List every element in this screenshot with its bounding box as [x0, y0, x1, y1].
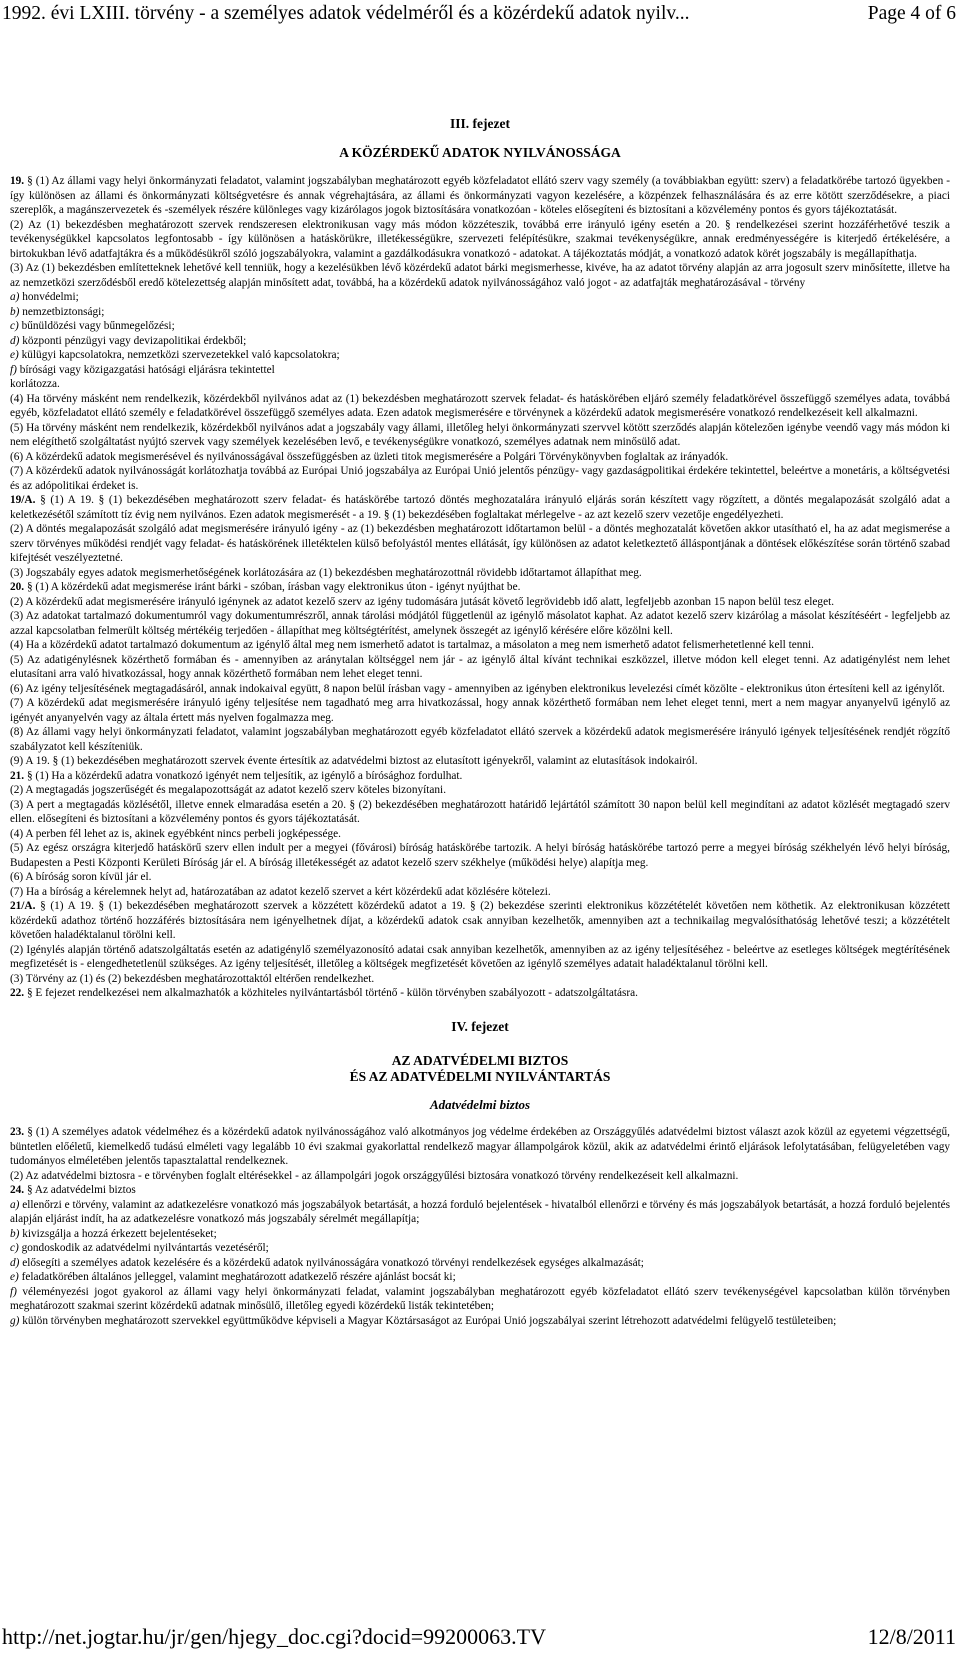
list-item: c) bűnüldözési vagy bűnmegelőzési;: [10, 320, 175, 332]
section-subtitle: Adatvédelmi biztos: [429, 1096, 531, 1112]
paragraph: 22. § E fejezet rendelkezései nem alkalmazhatók a közhiteles nyilvántartásból történő - külön törvényben szabályozott - adatszolgáltatásra.: [10, 987, 638, 999]
chapter-title: A KÖZÉRDEKŰ ADATOK NYILVÁNOSSÁGA: [339, 145, 621, 160]
paragraph: (4) Ha a közérdekű adatot tartalmazó dokumentum az igénylő által meg nem ismerhető adatot is tartalmaz, a másolaton a meg nem ismerhető adatot felismerhetetlenné kell tenni.: [10, 639, 814, 651]
paragraph: (6) Az igény teljesítésének megtagadásáról, annak indokaival együtt, 8 napon belül írásban vagy - amennyiben az igényben elektronikus levelezési címét közölte - elektronikus úton értesíteni kell az igénylőt.: [10, 682, 945, 695]
page-indicator: Page 4 of 6: [867, 3, 956, 24]
list-item: d) elősegíti a személyes adatok kezelésére és a közérdekű adatok nyilvánosságára vonatkozó törvényi rendelkezések egységes alkalmazását;: [10, 1256, 644, 1269]
paragraph: (2) A közérdekű adat megismerésére irányuló igénynek az adatot kezelő szerv az igény tudomására jutását követő legrövidebb idő alatt, legfeljebb azonban 15 napon belül tesz eleget.: [10, 595, 835, 608]
list-item: f) véleményezési jogot gyakorol az állami vagy helyi önkormányzati feladat, valamint jogszabályban meghatározott egyéb közfeladatot ellátó szerv tevékenységével kapcsolatban külön törvényben meghatározott szakmai szerint közérdekű adatnak minősülő, illetőleg egyedi közérdekű listák tekintetében;: [10, 1285, 950, 1312]
paragraph: (7) Ha a bíróság a kérelemnek helyt ad, határozatában az adatot kezelő szervet a kért közérdekű adat közlésére kötelezi.: [10, 885, 551, 898]
paragraph: (9) A 19. § (1) bekezdésében meghatározott szervek évente értesítik az adatvédelmi biztost az elutasított igényekről, valamint az elutasítások indokairól.: [10, 755, 698, 767]
chapter-title: ÉS AZ ADATVÉDELMI NYILVÁNTARTÁS: [349, 1068, 611, 1084]
list-item: a) ellenőrzi e törvény, valamint az adatkezelésre vonatkozó más jogszabályok betartását, a hozzá forduló bejelentések - hivatalból ellenőrzi e törvény és más jogszabályok betartását, a hozzá forduló bejelentés alapján eljárást indít, ha az adatkezelésre vonatkozó más jogszabály sérelmét megállapítja;: [10, 1198, 951, 1225]
paragraph: (3) Jogszabály egyes adatok megismerhetőségének korlátozására az (1) bekezdésben meghatározottnál rövidebb időtartamot állapíthat meg.: [10, 566, 642, 579]
document-body: [10, 116, 950, 1328]
list-item: b) nemzetbiztonsági;: [10, 305, 105, 318]
paragraph: 19/A. § (1) A 19. § (1) bekezdésében meghatározott szerv feladat- és hatáskörébe tartozó döntés meghozatalára irányuló eljárás során készített vagy rögzített, a döntés megalapozását szolgáló adat a keletkezésétől számított tíz évig nem nyilvános. Ezen adatok megismerését - a 19. § (1) bekezdésében foglaltakat mérlegelve - az azt kezelő szerv vezetője engedélyezheti.: [10, 494, 950, 521]
paragraph: (3) Az adatokat tartalmazó dokumentumról vagy dokumentumrészről, annak tárolási módjától függetlenül az igénylő másolatot kaphat. Az adatot kezelő szerv kizárólag a másolat készítéséért - legfeljebb az azzal kapcsolatban felmerült költség mértékéig terjedően - állapíthat meg költségtérítést, amelynek összegét az igénylő kérésére előre közölni kell.: [10, 610, 950, 637]
paragraph: 24. § Az adatvédelmi biztos: [10, 1184, 136, 1196]
paragraph: (7) A közérdekű adat megismerésére irányuló igény teljesítése nem tagadható meg arra hivatkozással, hogy annak közérthető formában nem lehet eleget tenni, mert a nem magyar anyanyelvű igénylő az igényét anyanyelvén vagy az általa értett más nyelven fogalmazza meg.: [10, 697, 950, 724]
list-item: e) feladatkörében általános jelleggel, valamint meghatározott adatkezelő részére ajánlást bocsát ki;: [10, 1271, 456, 1283]
print-date: 12/8/2011: [867, 1624, 956, 1649]
paragraph: (3) Törvény az (1) és (2) bekezdésben meghatározottaktól eltérően rendelkezhet.: [10, 972, 375, 985]
paragraph: (4) A perben fél lehet az is, akinek egyébként nincs perbeli jogképessége.: [10, 827, 341, 840]
paragraph: 21/A. § (1) A 19. § (1) bekezdésében meghatározott szervek a közzétett közérdekű adatot a 19. § (2) bekezdése szerinti elektronikus közzétételét követően nem köthetik. Az elektronikusan közzétett közérdekű adathoz történő hozzáférés biztosítására nem igényelhetnek díjat, a közérdekű adatok csak annyiban kezelhetők, amennyiben azt a technikailag megvalósíthatóság lehetővé teszi; a közzétételt követően haladéktalanul törölni kell.: [10, 900, 950, 941]
list-item: f) bírósági vagy közigazgatási hatósági eljárásra tekintettel: [10, 363, 275, 376]
list-item: c) gondoskodik az adatvédelmi nyilvántartás vezetéséről;: [10, 1242, 269, 1254]
paragraph: 21. § (1) Ha a közérdekű adatra vonatkozó igényét nem teljesítik, az igénylő a bírósághoz fordulhat.: [10, 769, 463, 782]
paragraph: (5) Ha törvény másként nem rendelkezik, közérdekből nyilvános adat a jogszabály vagy állami, illetőleg helyi önkormányzati szervvel kötött szerződés alapján kötelezően igénybe veendő vagy más módon ki nem elégíthető szolgáltatást nyújtó szervek vagy személyek kezelésében levő, e tevékenységükre vonatkozó, személyes adatnak nem minősülő adat.: [10, 421, 950, 448]
document-title: 1992. évi LXIII. törvény - a személyes adatok védelméről és a közérdekű adatok nyilv...: [2, 3, 690, 24]
paragraph: (2) Az adatvédelmi biztosra - e törvényben foglalt eltérésekkel - az állampolgári jogok országgyűlési biztosára vonatkozó törvény rendelkezéseit kell alkalmazni.: [10, 1169, 739, 1182]
chapter-title: AZ ADATVÉDELMI BIZTOS: [391, 1052, 569, 1068]
paragraph: (6) A közérdekű adatok megismerésével és nyilvánosságával összefüggésben az üzleti titok megismerésére a Polgári Törvénykönyvben foglaltak az irányadók.: [10, 450, 729, 463]
paragraph: (5) Az adatigénylésnek közérthető formában és - amennyiben az aránytalan költséggel nem jár - az igénylő által kívánt technikai eszközzel, illetve módon kell eleget tenni. Az adatigénylést nem lehet elutasítani arra való hivatkozással, hogy annak közérthető formában nem lehet eleget tenni.: [10, 653, 950, 680]
paragraph: (8) Az állami vagy helyi önkormányzati feladatot, valamint jogszabályban meghatározott egyéb közfeladatot ellátó szervek a közérdekű adatok megismerésére irányuló igények teljesítésének rendjét rögzítő szabályzatot kell készíteniük.: [10, 726, 950, 753]
paragraph: (2) A megtagadás jogszerűségét és megalapozottságát az adatot kezelő szerv köteles bizonyítani.: [10, 784, 447, 796]
paragraph: (5) Az egész országra kiterjedő hatáskörű szerv ellen indult per a megyei (fővárosi) bíróság hatáskörébe tartozik. A helyi bíróság hatáskörébe tartozó perre a megyei bíróság székhelyén lévő helyi bíróság, Budapesten a Pesti Központi Kerületi Bíróság jár el. A bíróság illetékességét az adatot kezelő szerv székhelye (működési helye) alapítja meg.: [10, 842, 950, 869]
page-footer: [0, 1622, 960, 1654]
paragraph: (7) A közérdekű adatok nyilvánosságát korlátozhatja továbbá az Európai Unió jogszabálya az Európai Unió jelentős pénzügy- vagy gazdaságpolitikai érdekére tekintettel, beleértve a monetáris, a költségvetési és az adópolitikai érdeket is.: [10, 465, 950, 492]
paragraph: (3) Az (1) bekezdésben említetteknek lehetővé kell tenniük, hogy a kezelésükben lévő közérdekű adatot bárki megismerhesse, kivéve, ha az adatot törvény alapján az arra jogosult szerv minősítette, illetve ha az nemzetközi szerződésből eredő kötelezettség alapján minősített adat, továbbá, ha a közérdekű adatok nyilvánosságához való jogot - az adatfajták meghatározásával - törvény: [10, 262, 950, 289]
source-url: http://net.jogtar.hu/jr/gen/hjegy_doc.cgi?docid=99200063.TV: [2, 1624, 546, 1649]
paragraph: (6) A bíróság soron kívül jár el.: [10, 871, 152, 883]
paragraph: (4) Ha törvény másként nem rendelkezik, közérdekből nyilvános adat az (1) bekezdésben meghatározott szervek feladat- és hatáskörében eljáró személy feladatkörével összefüggő személyes adata, továbbá egyéb, közfeladatot ellátó személy e feladatkörével összefüggő személyes adata. Ezen adatok megismerésére e törvénynek a közérdekű adatok megismerésére vonatkozó rendelkezéseit kell alkalmazni.: [10, 392, 950, 419]
list-item: e) külügyi kapcsolatokra, nemzetközi szervezetekkel való kapcsolatokra;: [10, 349, 340, 361]
paragraph: 20. § (1) A közérdekű adat megismerése iránt bárki - szóban, írásban vagy elektronikus úton - igényt nyújthat be.: [10, 581, 521, 593]
paragraph: (2) Az (1) bekezdésben meghatározott szervek rendszeresen elektronikusan vagy más módon közzéteszik, továbbá erre irányuló igény esetén a 20. § rendelkezései szerint hozzáférhetővé teszik a tevékenységükkel kapcsolatos legfontosabb - így különösen a hatáskörükre, illetékességükre, szervezeti felépítésükre, szakmai tevékenységükre, annak eredményességére is kiterjedő értékelésére, a birtokukban lévő adatfajtákra és a működésükről szóló jogszabályokra, valamint a gazdálkodásukra vonatkozó - adatokat. A tájékoztatás módját, a vonatkozó adatok körét jogszabály is megállapíthatja.: [10, 218, 950, 260]
paragraph: (2) A döntés megalapozását szolgáló adat megismerésére irányuló igény - az (1) bekezdésben meghatározott időtartamon belül - a döntés meghozatalát követően akkor utasítható el, ha az adat megismerése a szerv törvényes működési rendjét vagy feladat- és hatáskörének illetéktelen külső befolyástól mentes ellátását, így különösen az adatot keletkeztető álláspontjának a döntések előkészítése során történő szabad kifejtését veszélyeztetné.: [10, 523, 950, 564]
chapter-heading: IV. fejezet: [451, 1018, 509, 1034]
paragraph: (2) Igénylés alapján történő adatszolgáltatás esetén az adatigénylő személyazonosító adatai csak annyiban kezelhetők, amennyiben az az igény teljesítéséhez - beleértve az esetleges költségek megtérítésének megfizetését is - elengedhetetlenül szükséges. Az igény teljesítését, illetőleg a költségek megfizetését követően az igénylő személyes adatait haladéktalanul törölni kell.: [10, 943, 950, 970]
list-item: g) külön törvényben meghatározott szervekkel együttműködve képviseli a Magyar Köztársaságot az Európai Unió jogszabályai szerint létrehozott adatvédelmi felügyelő testületeiben;: [10, 1314, 837, 1327]
chapter-heading: III. fejezet: [450, 116, 510, 131]
paragraph: (3) A pert a megtagadás közlésétől, illetve ennek elmaradása esetén a 20. § (2) bekezdésében meghatározott határidő lejártától számított 30 napon belül kell megindítani az adatot közlését megtagadó szerv ellen. elősegíteni és biztosítani a közvélemény pontos és gyors tájékoztatását.: [10, 798, 950, 825]
paragraph: 23. § (1) A személyes adatok védelméhez és a közérdekű adatok nyilvánosságához való alkotmányos jog védelme érdekében az Országgyűlés adatvédelmi biztost választ azok közül az egyetemi végzettségű, büntetlen előéletű, kiemelkedő tudású elméleti vagy legalább 10 évi szakmai gyakorlattal rendelkező magyar állampolgárok közül, akik az adatvédelmi érintő eljárások lefolytatásában, felügyeletében vagy tudományos elméletében jelentős tapasztalattal rendelkeznek.: [10, 1126, 951, 1167]
list-item: b) kivizsgálja a hozzá érkezett bejelentéseket;: [10, 1227, 217, 1240]
paragraph: 19. § (1) Az állami vagy helyi önkormányzati feladatot, valamint jogszabályban meghatározott egyéb közfeladatot ellátó szerv vagy személy (a továbbiakban együtt: szerv) a feladatkörébe tartozó ügyekben - így különösen az állami és önkormányzati költségvetésre és annak végrehajtására, az állami és önkormányzati vagyon kezelésére, a közpénzek felhasználására és az erre kötött szerződésekre, a piaci szereplők, a magánszervezetek és -személyek részére különleges vagy kizárólagos jogok biztosítására vonatkozóan - köteles elősegíteni és biztosítani a közvélemény pontos és gyors tájékoztatását.: [10, 175, 951, 216]
page-header: [0, 0, 960, 40]
list-item: d) központi pénzügyi vagy devizapolitikai érdekből;: [10, 334, 247, 347]
list-item: a) honvédelmi;: [10, 291, 79, 303]
paragraph: korlátozza.: [10, 378, 60, 390]
